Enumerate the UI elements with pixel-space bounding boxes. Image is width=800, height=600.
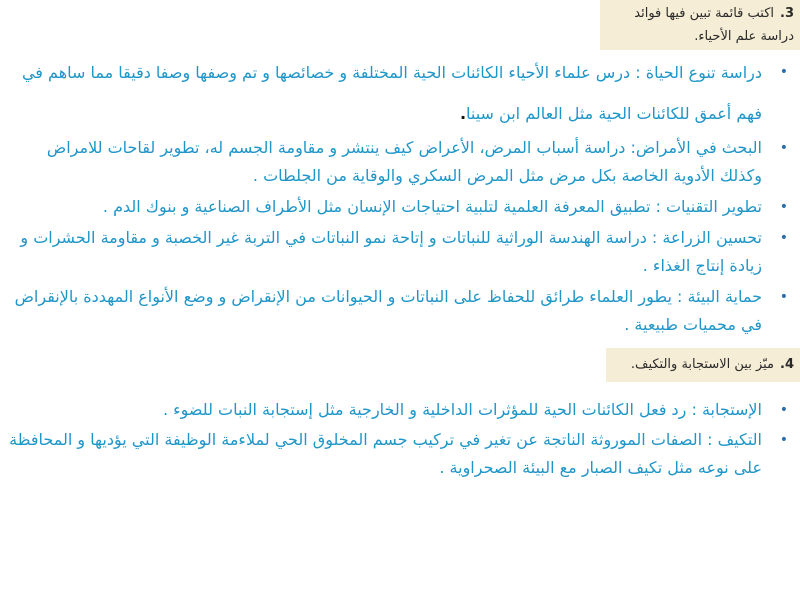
list-item-text: تحسين الزراعة : دراسة الهندسة الوراثية للنباتات و إتاحة نمو النباتات في التربة غير الخصبة و مقاومة الحشرات و زيادة إنتاج الغذاء . — [20, 228, 762, 275]
list-item — [8, 52, 792, 134]
list-item-text: دراسة تنوع الحياة : درس علماء الأحياء الكائنات الحية المختلفة و خصائصها و تم وصفها وصفا دقيقا مما ساهم في فهم أعمق للكائنات الحية مثل العالم ابن سينا — [21, 63, 762, 123]
list-item-text: تطوير التقنيات : تطبيق المعرفة العلمية لتلبية احتياجات الإنسان مثل الأطراف الصناعية و بنوك الدم . — [102, 197, 762, 216]
list-item-text: البحث في الأمراض: دراسة أسباب المرض، الأعراض كيف ينتشر و مقاومة الجسم له، تطوير لقاحات للامراض وكذلك الأدوية الخاصة بكل مرض مثل المرض السكري والوقاية من الجلطات . — [46, 138, 762, 185]
bullet-icon: • — [779, 64, 788, 80]
list-item — [8, 426, 792, 482]
list-item — [8, 193, 792, 221]
list-item — [8, 224, 792, 280]
bullet-icon: • — [779, 432, 788, 448]
list-item-period: . — [459, 104, 467, 123]
bullet-icon: • — [779, 402, 788, 418]
list-item-text: الإستجابة : رد فعل الكائنات الحية للمؤثرات الداخلية و الخارجية مثل إستجابة النبات للضوء . — [162, 400, 762, 419]
question-3-line1 — [604, 2, 794, 25]
bullet-icon: • — [779, 289, 788, 305]
question-3-text: اكتب قائمة تبين فيها فوائد — [634, 6, 774, 21]
list-item-text: التكيف : الصفات الموروثة الناتجة عن تغير في تركيب جسم المخلوق الحي لملاءمة الوظيفة التي يؤديها و المحافظة على نوعه مثل تكيف الصبار مع البيئة الصحراوية . — [9, 430, 762, 477]
bullet-icon: • — [779, 230, 788, 246]
question-3-number: 3. — [780, 6, 794, 21]
list-item — [8, 283, 792, 339]
list-item — [8, 396, 792, 424]
difference-list — [8, 396, 792, 484]
question-4-text: ميّز بين الاستجابة والتكيف. — [630, 357, 774, 372]
list-item — [8, 134, 792, 190]
bullet-icon: • — [779, 140, 788, 156]
question-4-box — [606, 348, 800, 382]
list-item-text: حماية البيئة : يطور العلماء طرائق للحفاظ على النباتات و الحيوانات من الإنقراض و وضع الأنواع المهددة بالإنقراض في محميات طبيعية . — [14, 287, 762, 334]
question-3-line2: دراسة علم الأحياء. — [694, 29, 794, 44]
bullet-icon: • — [779, 199, 788, 215]
benefits-list — [8, 52, 792, 342]
question-3-box — [600, 0, 800, 50]
question-4-number: 4. — [780, 357, 794, 372]
